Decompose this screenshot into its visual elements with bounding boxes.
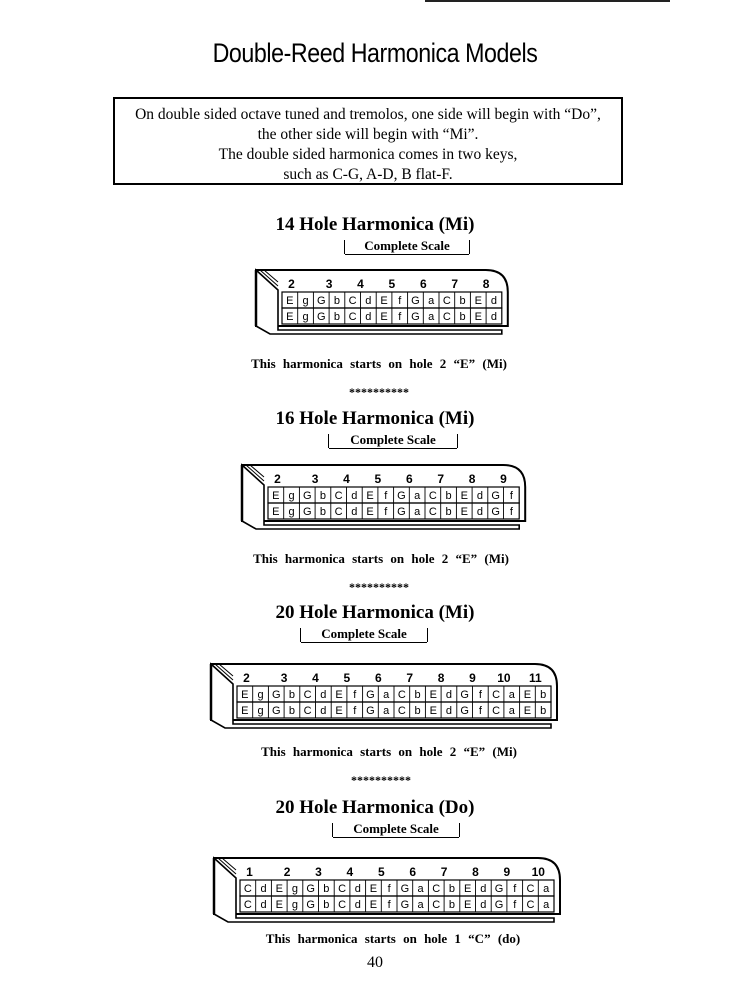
- hole-number: 4: [357, 277, 364, 291]
- note-cell: C: [442, 311, 451, 323]
- note-cell: b: [448, 899, 456, 911]
- note-cell: G: [491, 506, 500, 518]
- start-caption: This harmonica starts on hole 2 “E” (Mi): [253, 551, 509, 566]
- hole-number: 7: [406, 671, 414, 685]
- note-cell: G: [400, 899, 410, 911]
- note-cell: E: [369, 883, 378, 895]
- section-title: 16 Hole Harmonica (Mi): [275, 408, 475, 429]
- note-cell: E: [366, 490, 374, 502]
- note-cell: C: [338, 899, 347, 911]
- note-cell: a: [414, 490, 421, 502]
- note-cell: E: [241, 689, 249, 701]
- intro-line: The double sided harmonica comes in two keys,: [218, 146, 518, 163]
- note-cell: b: [319, 490, 327, 502]
- note-cell: f: [398, 311, 402, 323]
- note-cell: G: [271, 689, 281, 701]
- note-cell: f: [398, 295, 402, 307]
- note-cell: f: [478, 705, 482, 717]
- hole-number: 11: [528, 671, 542, 685]
- note-cell: d: [476, 490, 484, 502]
- note-cell: C: [492, 705, 501, 717]
- note-cell: C: [334, 506, 343, 518]
- hole-number: 3: [315, 865, 322, 879]
- hole-number: 7: [437, 472, 445, 486]
- note-cell: E: [463, 883, 472, 895]
- complete-scale-label: Complete Scale: [321, 626, 407, 641]
- note-cell: g: [291, 899, 299, 911]
- note-cell: d: [476, 506, 484, 518]
- note-cell: f: [509, 506, 513, 518]
- start-caption: This harmonica starts on hole 1 “C” (do): [265, 931, 521, 946]
- note-cell: E: [474, 295, 482, 307]
- note-cell: a: [543, 883, 550, 895]
- note-cell: G: [411, 311, 420, 323]
- note-cell: G: [316, 295, 326, 307]
- separator-stars: **********: [349, 385, 409, 399]
- note-cell: C: [334, 490, 343, 502]
- note-cell: d: [365, 311, 372, 323]
- note-cell: C: [243, 883, 252, 895]
- note-cell: G: [494, 883, 504, 895]
- note-cell: d: [490, 295, 498, 307]
- note-cell: f: [509, 490, 513, 502]
- note-cell: b: [319, 506, 327, 518]
- intro-line: On double sided octave tuned and tremolos, one side will begin with “Do”,: [135, 106, 601, 123]
- note-cell: d: [260, 883, 267, 895]
- note-cell: E: [275, 883, 283, 895]
- note-cell: f: [353, 705, 357, 717]
- note-cell: C: [243, 899, 252, 911]
- note-cell: E: [460, 506, 468, 518]
- note-cell: d: [490, 311, 498, 323]
- note-cell: f: [513, 883, 517, 895]
- hole-number: 7: [440, 865, 448, 879]
- note-cell: d: [480, 883, 487, 895]
- note-cell: a: [428, 295, 435, 307]
- note-cell: b: [414, 705, 421, 717]
- note-cell: b: [333, 311, 341, 323]
- note-cell: a: [543, 899, 550, 911]
- note-cell: C: [348, 311, 357, 323]
- note-cell: G: [397, 506, 406, 518]
- note-cell: C: [397, 689, 406, 701]
- note-cell: G: [460, 705, 469, 717]
- note-cell: f: [387, 883, 391, 895]
- hole-number: 8: [472, 865, 479, 879]
- note-cell: f: [478, 689, 482, 701]
- note-cell: b: [445, 490, 452, 502]
- note-cell: E: [335, 689, 343, 701]
- complete-scale-label: Complete Scale: [350, 432, 436, 447]
- note-cell: f: [387, 899, 391, 911]
- note-cell: b: [323, 899, 330, 911]
- note-cell: b: [540, 689, 547, 701]
- hole-number: 5: [343, 671, 351, 685]
- note-cell: d: [351, 490, 358, 502]
- note-cell: E: [380, 311, 388, 323]
- note-cell: E: [286, 295, 294, 307]
- section-title: 14 Hole Harmonica (Mi): [275, 214, 475, 235]
- note-cell: E: [275, 899, 283, 911]
- note-cell: E: [523, 689, 532, 701]
- note-cell: E: [460, 490, 468, 502]
- hole-number: 9: [503, 865, 511, 879]
- note-cell: d: [320, 705, 327, 717]
- hole-number: 5: [377, 865, 385, 879]
- note-cell: d: [351, 506, 358, 518]
- note-cell: E: [380, 295, 388, 307]
- note-cell: E: [369, 899, 378, 911]
- note-cell: b: [333, 295, 341, 307]
- note-cell: C: [303, 705, 312, 717]
- note-cell: b: [459, 311, 466, 323]
- intro-line: the other side will begin with “Mi”.: [257, 126, 479, 143]
- hole-number: 6: [374, 671, 382, 685]
- start-caption: This harmonica starts on hole 2 “E” (Mi): [261, 744, 517, 759]
- note-cell: g: [257, 705, 264, 717]
- note-cell: C: [432, 883, 441, 895]
- separator-stars: **********: [349, 580, 409, 594]
- note-cell: g: [288, 490, 295, 502]
- note-cell: G: [316, 311, 326, 323]
- note-cell: b: [540, 705, 547, 717]
- note-cell: f: [513, 899, 517, 911]
- note-cell: g: [288, 506, 295, 518]
- hole-number: 1: [246, 865, 253, 879]
- note-cell: d: [445, 705, 453, 717]
- separator-stars: **********: [351, 773, 411, 787]
- note-cell: G: [271, 705, 281, 717]
- note-cell: d: [354, 899, 361, 911]
- note-cell: g: [257, 689, 264, 701]
- note-cell: f: [384, 490, 388, 502]
- hole-number: 2: [288, 277, 295, 291]
- note-cell: E: [272, 490, 280, 502]
- hole-number: 8: [482, 277, 490, 291]
- note-cell: E: [523, 705, 532, 717]
- hole-number: 6: [419, 277, 427, 291]
- note-cell: a: [417, 899, 424, 911]
- top-rule: [425, 0, 670, 2]
- page-number: 40: [367, 954, 383, 971]
- note-cell: a: [508, 689, 515, 701]
- note-cell: E: [463, 899, 472, 911]
- note-cell: G: [491, 490, 500, 502]
- note-cell: E: [366, 506, 374, 518]
- note-cell: C: [526, 899, 535, 911]
- note-cell: C: [303, 689, 312, 701]
- note-cell: d: [320, 689, 327, 701]
- note-cell: b: [288, 705, 296, 717]
- note-cell: b: [448, 883, 456, 895]
- section-title: 20 Hole Harmonica (Do): [275, 797, 475, 818]
- note-cell: a: [508, 705, 515, 717]
- note-cell: G: [306, 899, 315, 911]
- note-cell: f: [384, 506, 388, 518]
- note-cell: a: [417, 883, 424, 895]
- hole-number: 5: [374, 472, 382, 486]
- hole-number: 9: [500, 472, 507, 486]
- hole-number: 4: [312, 671, 319, 685]
- note-cell: b: [445, 506, 452, 518]
- note-cell: C: [492, 689, 501, 701]
- note-cell: a: [383, 689, 390, 701]
- note-cell: G: [397, 490, 406, 502]
- harmonica-diagram: [208, 854, 568, 934]
- note-cell: G: [494, 899, 504, 911]
- note-cell: E: [335, 705, 343, 717]
- note-cell: E: [241, 705, 249, 717]
- hole-number: 9: [469, 671, 476, 685]
- complete-scale-bracket: [332, 823, 460, 837]
- note-cell: d: [445, 689, 453, 701]
- complete-scale-bracket: [344, 240, 470, 254]
- note-cell: a: [414, 506, 421, 518]
- hole-number: 3: [280, 671, 288, 685]
- note-cell: b: [414, 689, 421, 701]
- complete-scale-bracket: [300, 628, 428, 642]
- note-cell: d: [480, 899, 487, 911]
- note-cell: b: [459, 295, 466, 307]
- note-cell: G: [302, 506, 312, 518]
- hole-number: 4: [343, 472, 350, 486]
- note-cell: C: [348, 295, 357, 307]
- note-cell: g: [302, 295, 309, 307]
- hole-number: 2: [274, 472, 281, 486]
- note-cell: C: [428, 506, 437, 518]
- note-cell: C: [397, 705, 406, 717]
- note-cell: a: [383, 705, 390, 717]
- note-cell: C: [526, 883, 535, 895]
- hole-number: 5: [388, 277, 396, 291]
- note-cell: G: [411, 295, 420, 307]
- start-caption: This harmonica starts on hole 2 “E” (Mi): [251, 356, 507, 371]
- note-cell: E: [474, 311, 482, 323]
- hole-number: 6: [409, 865, 417, 879]
- note-cell: d: [260, 899, 267, 911]
- note-cell: G: [366, 705, 375, 717]
- note-cell: f: [353, 689, 357, 701]
- note-cell: g: [291, 883, 299, 895]
- note-cell: G: [366, 689, 375, 701]
- note-cell: d: [365, 295, 372, 307]
- hole-number: 8: [437, 671, 445, 685]
- hole-number: 8: [468, 472, 476, 486]
- note-cell: b: [288, 689, 296, 701]
- intro-box: [113, 97, 623, 185]
- harmonica-diagram: [250, 266, 510, 346]
- note-cell: G: [400, 883, 410, 895]
- intro-line: such as C-G, A-D, B flat-F.: [283, 166, 453, 183]
- note-cell: E: [286, 311, 294, 323]
- hole-number: 2: [243, 671, 250, 685]
- hole-number: 3: [311, 472, 319, 486]
- hole-number: 4: [346, 865, 354, 879]
- hole-number: 3: [325, 277, 333, 291]
- note-cell: C: [338, 883, 347, 895]
- page-title: Double-Reed Harmonica Models: [212, 38, 538, 68]
- hole-number: 7: [451, 277, 459, 291]
- note-cell: g: [302, 311, 309, 323]
- note-cell: C: [428, 490, 437, 502]
- complete-scale-label: Complete Scale: [364, 238, 450, 253]
- hole-number: 10: [497, 671, 511, 685]
- note-cell: C: [442, 295, 451, 307]
- harmonica-diagram: [205, 660, 565, 740]
- note-cell: E: [429, 705, 437, 717]
- note-cell: G: [306, 883, 315, 895]
- note-cell: d: [354, 883, 361, 895]
- note-cell: G: [460, 689, 469, 701]
- hole-number: 6: [405, 472, 413, 486]
- note-cell: C: [432, 899, 441, 911]
- hole-number: 2: [283, 865, 291, 879]
- hole-number: 10: [531, 865, 545, 879]
- note-cell: E: [272, 506, 280, 518]
- note-cell: a: [428, 311, 435, 323]
- note-cell: b: [323, 883, 330, 895]
- complete-scale-label: Complete Scale: [353, 821, 439, 836]
- complete-scale-bracket: [328, 434, 458, 448]
- note-cell: G: [302, 490, 312, 502]
- harmonica-diagram: [236, 461, 526, 541]
- section-title: 20 Hole Harmonica (Mi): [275, 602, 475, 623]
- note-cell: E: [429, 689, 437, 701]
